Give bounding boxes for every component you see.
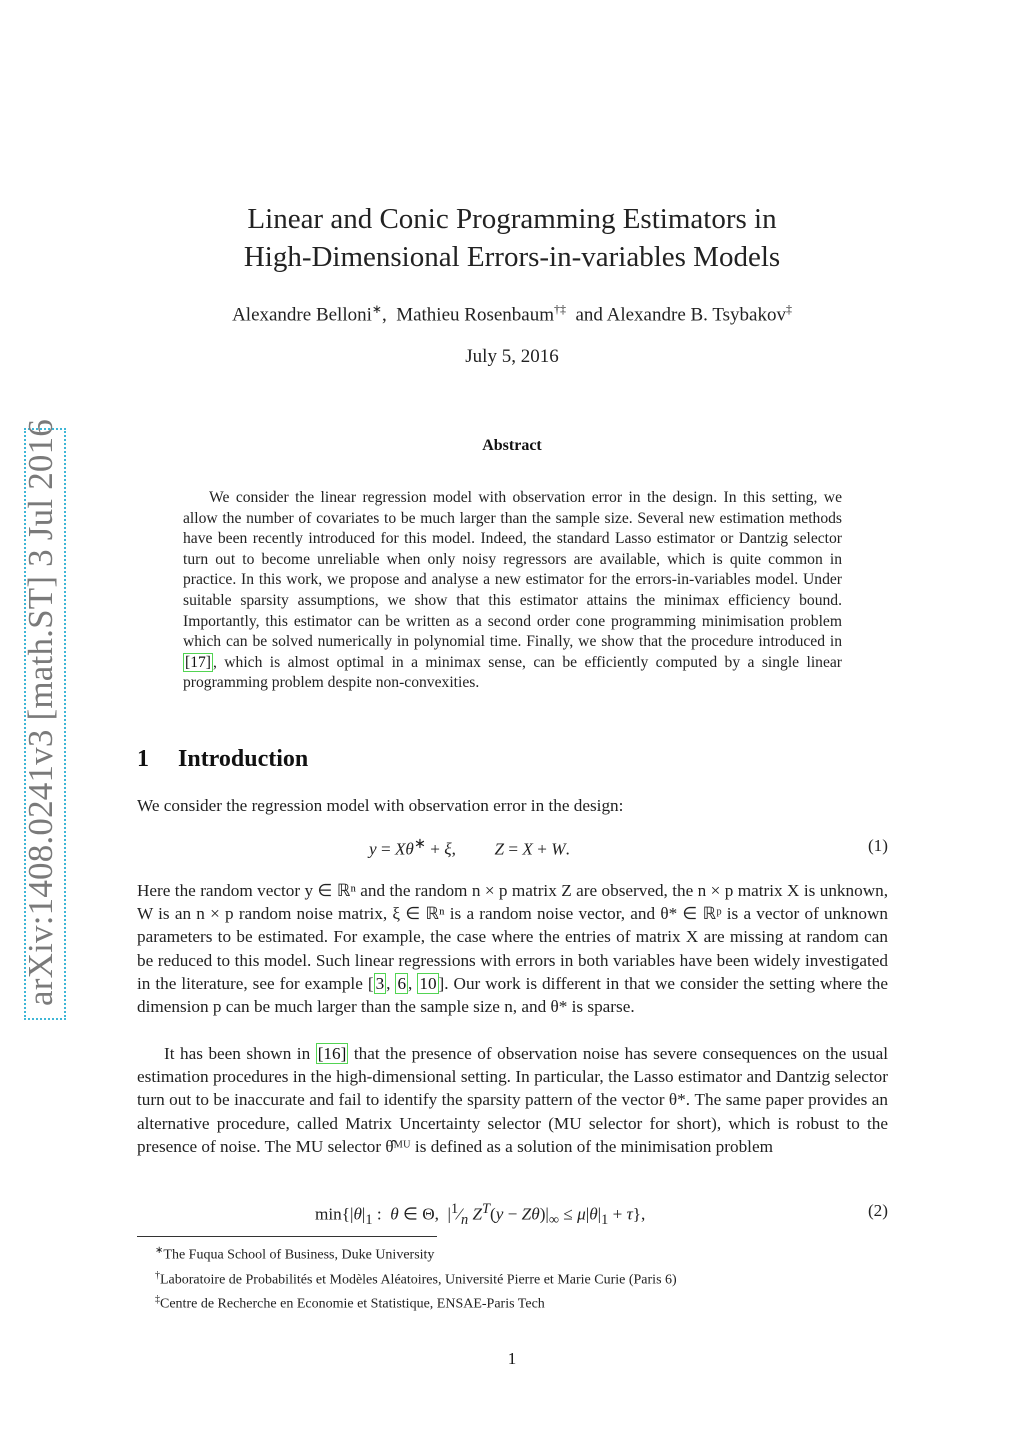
author-connector: and (575, 304, 603, 326)
title-line-2: High-Dimensional Errors-in-variables Models (243, 241, 781, 273)
author-rosenbaum: Mathieu Rosenbaum (396, 304, 554, 326)
citation-link-16[interactable]: [16] (317, 1044, 347, 1063)
footnote-1 (155, 1241, 875, 1266)
citation-link-10[interactable]: 10 (419, 973, 437, 993)
paper-title (140, 200, 884, 276)
intro-paragraph-2 (137, 1042, 888, 1158)
abstract-text-2: , which is almost optimal in a minimax sense, can be efficiently computed by a single linear programming problem despite non-convexities. (183, 653, 842, 692)
footnote-2-mark: † (155, 1269, 160, 1281)
intro-paragraph-1: Here the random vector y ∈ ℝⁿ and the random n × p matrix Z are observed, the n × p matrix X is unknown, W is an n × p random noise matrix, ξ ∈ ℝⁿ is a random noise vector, and θ* ∈ ℝᵖ is a vector of unknown parameters to be estimated. For example, the case where the entries of matrix X are missing at random can be reduced to this model. Such linear regressions with errors in both variables have been widely investigated in the literature, see for example [ 3 , 6 , 10 ]. Our work is different in that we consider the setting where the dimension p can be much larger than the sample size n, and θ* is sparse. (137, 881, 889, 1017)
author-belloni-mark[interactable]: ∗ (371, 302, 382, 316)
intro-p1-text: Here the random vector y ∈ ℝⁿ and the random n × p matrix Z are observed, the n × p matrix X is unknown, W is an n × p random noise matrix, ξ ∈ ℝⁿ is a random noise vector, and θ* ∈ ℝᵖ is a vector of unknown parameters to be estimated. For example, the case where the entries of matrix X are missing at random can be reduced to this model. Such linear regressions with errors in both variables have been widely investigated in the literature, see for example [ (137, 881, 888, 993)
equation-2-body: $\min\{|\theta|_1$ : θ ∈ Θ, $|^1⁄_n$ $Z^T(y - Z\theta)|_\infty \le \mu|\theta|_1 + \tau$}, (315, 1201, 646, 1229)
author-list: Alexandre Belloni∗, Mathieu Rosenbaum†‡ and Alexandre B. Tsybakov‡ (232, 302, 792, 326)
intro-p2-text: that the presence of observation noise has severe consequences on the usual estimation procedures in the high-dimensional setting. In particular, the Lasso estimator and Dantzig selector turn out to be inaccurate and fail to identify the sparsity pattern of the vector θ*. The same paper provides an alternative procedure, called Matrix Uncertainty selector (MU selector for short), which is robust to the presence of noise. The MU selector θ̂ᴹᵁ is defined as a solution of the minimisation problem (137, 1044, 888, 1156)
page-number: 1 (507, 1349, 517, 1368)
equation-1-body: y = Xθ∗ + ξ, Z = X + W. (369, 836, 570, 859)
equation-2-number: (2) (867, 1201, 888, 1220)
abstract-body (183, 488, 842, 694)
citation-link-3[interactable]: 3 (375, 973, 385, 993)
paper-date: July 5, 2016 (465, 346, 559, 367)
citation-link-6[interactable]: 6 (397, 973, 407, 993)
intro-lead-sentence: We consider the regression model with observation error in the design: (137, 796, 624, 815)
author-tsybakov-mark[interactable]: ‡ (785, 302, 792, 316)
equation-1-number: (1) (867, 836, 888, 855)
author-tsybakov: Alexandre B. Tsybakov (606, 304, 786, 326)
footnote-1-mark: ∗ (155, 1245, 164, 1256)
footnote-3-text: Centre de Recherche en Economie et Statistique, ENSAE-Paris Tech (160, 1296, 545, 1312)
footnotes (155, 1241, 875, 1315)
title-line-1: Linear and Conic Programming Estimators in (247, 203, 777, 235)
footnote-1-text: The Fuqua School of Business, Duke University (163, 1247, 435, 1263)
footnote-divider (137, 1236, 437, 1237)
footnote-3-mark: ‡ (155, 1294, 160, 1306)
author-belloni: Alexandre Belloni (232, 304, 372, 326)
arxiv-identifier[interactable]: arXiv:1408.0241v3 [math.ST] 3 Jul 2016 (21, 419, 60, 1006)
footnote-3 (155, 1290, 875, 1315)
intro-p1-text-end: ]. Our work is different in that we consider the setting where the dimension p can be much larger than the sample size n, and θ* is sparse. (137, 973, 889, 1017)
intro-p2-start: It has been shown in (164, 1044, 316, 1063)
section-number: 1 (137, 746, 149, 772)
abstract-heading: Abstract (482, 437, 542, 454)
citation-link-17[interactable]: [17] (185, 653, 211, 671)
abstract-text-1: We consider the linear regression model with observation error in the design. In this setting, we allow the number of covariates to be much larger than the sample size. Several new estimation methods have been recently introduced for this model. Indeed, the standard Lasso estimator or Dantzig selector turn out to become unreliable when only noisy regressors are available, which is quite common in practice. In this work, we propose and analyse a new estimator for the errors-in-variables model. Under suitable sparsity assumptions, we show that this estimator attains the minimax efficiency bound. Importantly, this estimator can be written as a second order cone programming minimisation problem which can be solved numerically in polynomial time. Finally, we show that the procedure introduced in (183, 489, 842, 651)
author-rosenbaum-mark[interactable]: †‡ (553, 302, 566, 316)
footnote-2 (155, 1266, 875, 1291)
section-title: Introduction (178, 746, 309, 772)
section-heading-introduction (137, 746, 308, 773)
footnote-2-text: Laboratoire de Probabilités et Modèles Aléatoires, Université Pierre et Marie Curie (Paris 6) (160, 1272, 677, 1288)
